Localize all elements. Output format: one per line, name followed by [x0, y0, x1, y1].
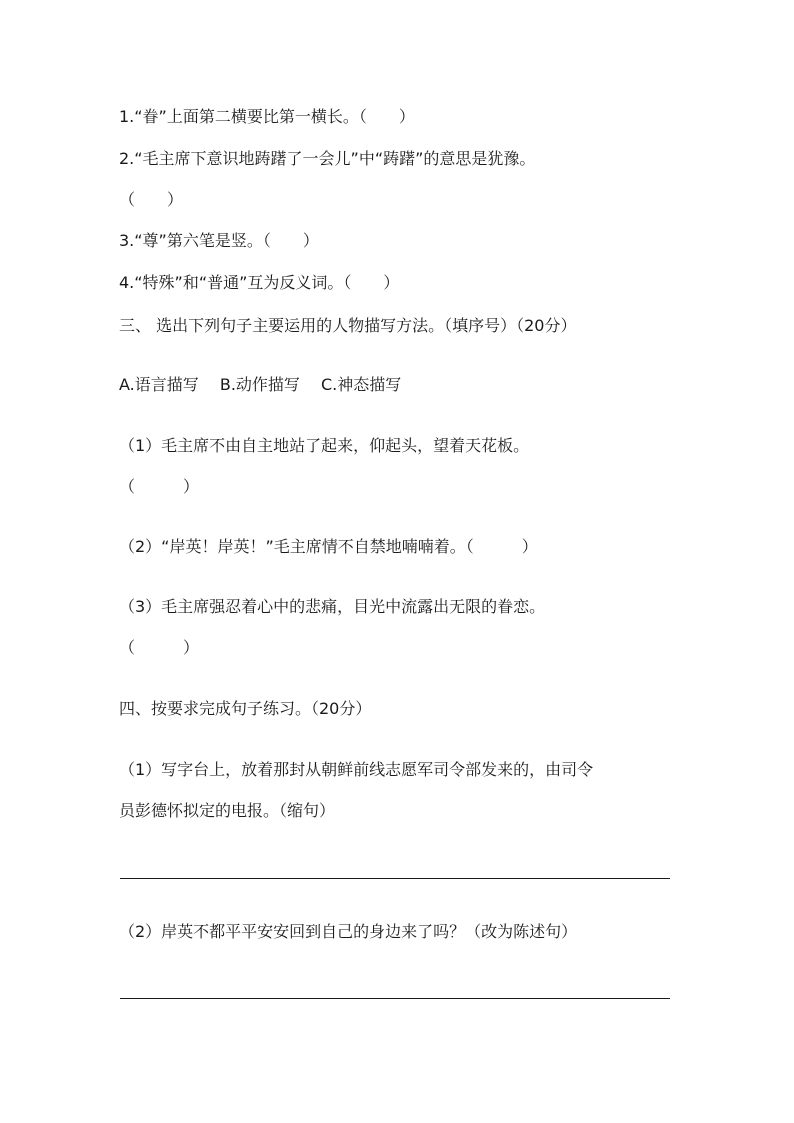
section-3-options: A.语言描写 B.动作描写 C.神态描写 — [119, 375, 402, 394]
answer-line-1[interactable] — [120, 878, 670, 879]
section-3-item-1-blank[interactable]: （ ） — [119, 477, 200, 496]
section-4-item-1: （1）写字台上，放着那封从朝鲜前线志愿军司令部发来的，由司令 — [119, 760, 594, 779]
section-4-item-2: （2）岸英不都平平安安回到自己的身边来了吗？（改为陈述句） — [119, 922, 578, 941]
judgement-question-1: 1.“眷”上面第二横要比第一横长。（ ） — [119, 107, 415, 126]
section-3-item-3: （3）毛主席强忍着心中的悲痛，目光中流露出无限的眷恋。 — [119, 597, 546, 616]
judgement-question-3: 3.“尊”第六笔是竖。（ ） — [119, 231, 319, 250]
answer-line-2[interactable] — [120, 998, 670, 999]
judgement-question-2: 2.“毛主席下意识地踌躇了一会儿”中“踌躇”的意思是犹豫。 — [119, 149, 536, 168]
section-3-item-3-blank[interactable]: （ ） — [119, 638, 200, 657]
section-4-item-1-cont: 员彭德怀拟定的电报。（缩句） — [119, 801, 336, 820]
section-4-heading: 四、按要求完成句子练习。（20分） — [119, 699, 372, 718]
section-3-item-1: （1）毛主席不由自主地站了起来，仰起头，望着天花板。 — [119, 436, 530, 455]
judgement-question-4: 4.“特殊”和“普通”互为反义词。（ ） — [119, 273, 400, 292]
judgement-question-2-blank[interactable]: （ ） — [119, 190, 184, 209]
section-3-item-2: （2）“岸英！岸英！”毛主席情不自禁地喃喃着。（ ） — [119, 537, 538, 556]
section-3-heading: 三、 选出下列句子主要运用的人物描写方法。（填序号）（20分） — [119, 316, 577, 335]
